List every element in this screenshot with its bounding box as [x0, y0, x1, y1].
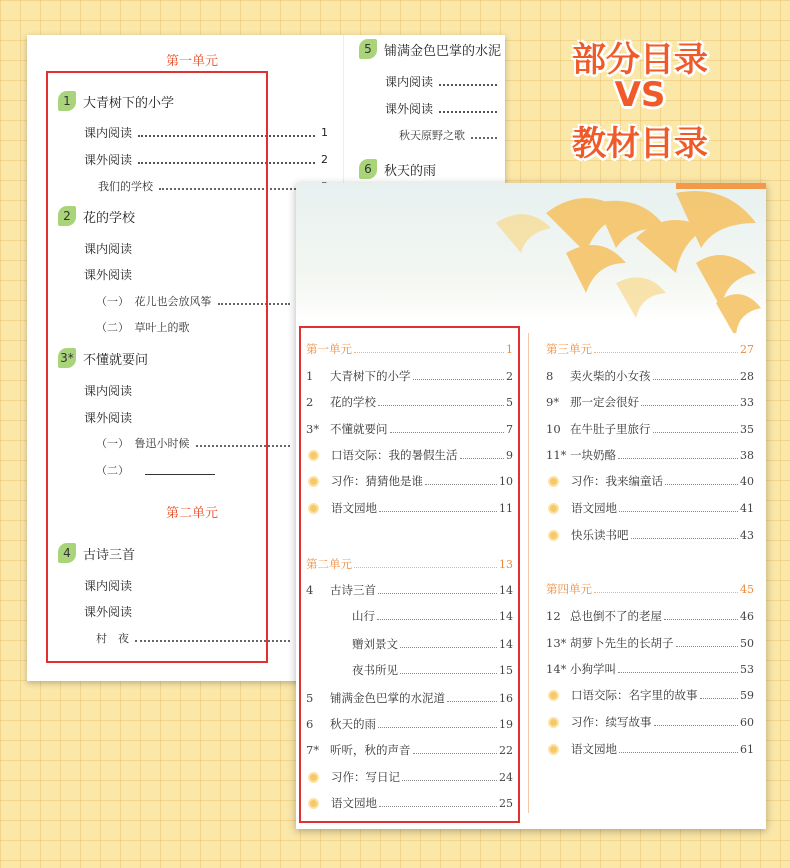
- row-label: 课外阅读: [84, 605, 133, 619]
- extra-reading-row: [385, 100, 503, 117]
- label-line-2: 教材目录: [572, 124, 708, 164]
- lesson-number-badge: 3*: [58, 348, 76, 368]
- toc-page-number: 40: [740, 474, 754, 488]
- textbook-toc-page: [296, 183, 766, 829]
- toc-entry-row: [546, 635, 754, 651]
- row-label: 课内阅读: [84, 579, 133, 593]
- toc-title: 习作：我来编童话: [571, 474, 663, 488]
- page-number: 1: [321, 126, 328, 139]
- toc-lesson-number: 7*: [306, 743, 320, 757]
- toc-title: 习作：写日记: [331, 770, 400, 784]
- circle-bullet-icon: [548, 717, 559, 728]
- row-label: 我们的学校: [98, 180, 153, 193]
- dot-leader: [619, 752, 738, 753]
- column-divider: [528, 333, 529, 813]
- toc-title: 习作：续写故事: [571, 715, 652, 729]
- highlight-box: [299, 326, 520, 823]
- toc-page-number: 45: [740, 582, 754, 596]
- row-label: 课外阅读: [84, 411, 133, 425]
- toc-title: 听听，秋的声音: [330, 743, 411, 757]
- toc-entry-row: [546, 421, 754, 437]
- toc-title: 大青树下的小学: [330, 369, 411, 383]
- toc-page-number: 25: [499, 796, 513, 810]
- toc-title: 第一单元: [306, 342, 352, 356]
- toc-title: 第二单元: [306, 557, 352, 571]
- toc-lesson-number: 3*: [306, 422, 320, 436]
- unit1-title: 第一单元: [166, 54, 219, 69]
- toc-entry-row: [546, 661, 754, 677]
- circle-bullet-icon: [548, 476, 559, 487]
- toc-title: 小狗学叫: [570, 662, 616, 676]
- toc-page-number: 15: [499, 663, 513, 677]
- lesson-title: 秋天的雨: [384, 163, 437, 179]
- row-label: （二）: [96, 464, 129, 477]
- sub-reading-row: [399, 127, 503, 143]
- circle-bullet-icon: [548, 744, 559, 755]
- dot-leader: [700, 698, 739, 699]
- toc-title: 一块奶酪: [570, 448, 616, 462]
- toc-page-number: 27: [740, 342, 754, 356]
- toc-title: 铺满金色巴掌的水泥道: [330, 691, 445, 705]
- lesson-title: 古诗三首: [83, 547, 136, 563]
- dot-leader: [676, 646, 739, 647]
- circle-bullet-icon: [548, 530, 559, 541]
- lesson-number-badge: 4: [58, 543, 76, 563]
- highlight-box: [46, 71, 268, 663]
- toc-title: 快乐读书吧: [571, 528, 629, 542]
- lesson-title: 不懂就要问: [83, 352, 149, 368]
- toc-title: 口语交际：我的暑假生活: [331, 448, 458, 462]
- label-vs: VS: [614, 75, 666, 115]
- toc-page-number: 61: [740, 742, 754, 756]
- row-label: （一） 花儿也会放风筝: [96, 295, 212, 308]
- toc-page-number: 53: [740, 662, 754, 676]
- lesson-6: [359, 159, 436, 179]
- toc-page-number: 50: [740, 636, 754, 650]
- dot-leader: [641, 405, 738, 406]
- toc-page-number: 41: [740, 501, 754, 515]
- dot-leader: [594, 592, 738, 593]
- toc-lesson-number: 13*: [546, 636, 567, 650]
- lesson-number-badge: 5: [359, 39, 377, 59]
- toc-page-number: 2: [506, 369, 513, 383]
- toc-page-number: 35: [740, 422, 754, 436]
- row-label: （一） 鲁迅小时候: [96, 437, 190, 450]
- dot-leader: [654, 725, 739, 726]
- toc-title: 花的学校: [330, 395, 376, 409]
- toc-lesson-number: 1: [306, 369, 314, 383]
- toc-lesson-number: 10: [546, 422, 561, 436]
- dot-leader: [664, 619, 738, 620]
- toc-title: 第三单元: [546, 342, 592, 356]
- toc-title: 秋天的雨: [330, 717, 376, 731]
- toc-page-number: 19: [499, 717, 513, 731]
- row-label: 课外阅读: [385, 102, 434, 116]
- toc-title: 习作：猜猜他是谁: [331, 474, 423, 488]
- toc-entry-row: [546, 527, 754, 543]
- dot-leader: [618, 672, 738, 673]
- toc-title: 不懂就要问: [330, 422, 388, 436]
- toc-entry-row: [546, 714, 754, 730]
- toc-entry-row: [546, 368, 754, 384]
- row-label: 课内阅读: [84, 126, 133, 140]
- dot-leader: [653, 379, 739, 380]
- lesson-5: [359, 39, 501, 59]
- row-label: （二） 草叶上的歌: [96, 321, 190, 334]
- toc-title: 语文园地: [331, 796, 377, 810]
- toc-entry-row: [546, 741, 754, 757]
- row-label: 课外阅读: [84, 268, 133, 282]
- lesson-number-badge: 2: [58, 206, 76, 226]
- toc-title: 那一定会很好: [570, 395, 639, 409]
- lesson-title: 花的学校: [83, 210, 136, 226]
- toc-title: 语文园地: [331, 501, 377, 515]
- toc-lesson-number: 14*: [546, 662, 567, 676]
- page-number: 2: [321, 153, 328, 166]
- dot-leader: [653, 432, 739, 433]
- toc-title: 在牛肚子里旅行: [570, 422, 651, 436]
- toc-title: 赠刘景文: [352, 637, 398, 651]
- toc-page-number: 14: [499, 637, 513, 651]
- toc-lesson-number: 5: [306, 691, 314, 705]
- toc-page-number: 60: [740, 715, 754, 729]
- toc-page-number: 22: [499, 743, 513, 757]
- row-label: 秋天原野之歌: [399, 129, 465, 142]
- toc-title: 胡萝卜先生的长胡子: [570, 636, 674, 650]
- row-label: 课内阅读: [84, 242, 133, 256]
- toc-entry-row: [546, 687, 754, 703]
- toc-page-number: 33: [740, 395, 754, 409]
- toc-page-number: 10: [499, 474, 513, 488]
- toc-entry-row: [546, 447, 754, 463]
- dot-leader: [665, 484, 738, 485]
- unit2-title: 第二单元: [166, 506, 219, 521]
- row-label: 课内阅读: [84, 384, 133, 398]
- toc-page-number: 59: [740, 688, 754, 702]
- lesson-title: 铺满金色巴掌的水泥: [384, 43, 502, 59]
- toc-title: 总也倒不了的老屋: [570, 609, 662, 623]
- toc-lesson-number: 9*: [546, 395, 560, 409]
- toc-lesson-number: 6: [306, 717, 314, 731]
- circle-bullet-icon: [548, 503, 559, 514]
- ginkgo-leaves-decoration: [296, 183, 766, 333]
- lesson-title: 大青树下的小学: [83, 95, 175, 111]
- toc-title: 夜书所见: [352, 663, 398, 677]
- toc-page-number: 9: [506, 448, 513, 462]
- toc-unit-row: [546, 341, 754, 357]
- toc-page-number: 38: [740, 448, 754, 462]
- row-label: 村 夜: [96, 632, 129, 645]
- in-class-reading-row: [385, 73, 503, 90]
- toc-page-number: 43: [740, 528, 754, 542]
- toc-page-number: 13: [499, 557, 513, 571]
- lesson-number-badge: 6: [359, 159, 377, 179]
- toc-title: 口语交际：名字里的故事: [571, 688, 698, 702]
- toc-lesson-number: 4: [306, 583, 314, 597]
- toc-title: 山行: [352, 609, 375, 623]
- toc-page-number: 14: [499, 583, 513, 597]
- toc-page-number: 7: [506, 422, 513, 436]
- toc-entry-row: [546, 394, 754, 410]
- toc-title: 古诗三首: [330, 583, 376, 597]
- toc-page-number: 5: [506, 395, 513, 409]
- toc-lesson-number: 2: [306, 395, 314, 409]
- toc-page-number: 14: [499, 609, 513, 623]
- toc-page-number: 1: [506, 342, 513, 356]
- dot-leader: [594, 352, 738, 353]
- dot-leader: [631, 538, 739, 539]
- toc-title: 卖火柴的小女孩: [570, 369, 651, 383]
- toc-page-number: 28: [740, 369, 754, 383]
- toc-entry-row: [546, 500, 754, 516]
- toc-page-number: 11: [499, 501, 513, 515]
- toc-entry-row: [546, 608, 754, 624]
- row-label: 课外阅读: [84, 153, 133, 167]
- label-line-1: 部分目录: [572, 40, 708, 80]
- column-divider: [343, 35, 344, 185]
- toc-lesson-number: 8: [546, 369, 554, 383]
- row-label: 课内阅读: [385, 75, 434, 89]
- dot-leader: [619, 511, 738, 512]
- toc-lesson-number: 11*: [546, 448, 567, 462]
- toc-page-number: 24: [499, 770, 513, 784]
- toc-page-number: 16: [499, 691, 513, 705]
- toc-lesson-number: 12: [546, 609, 561, 623]
- toc-page-number: 46: [740, 609, 754, 623]
- toc-title: 第四单元: [546, 582, 592, 596]
- toc-title: 语文园地: [571, 742, 617, 756]
- dot-leader: [618, 458, 738, 459]
- lesson-number-badge: 1: [58, 91, 76, 111]
- circle-bullet-icon: [548, 690, 559, 701]
- toc-unit-row: [546, 581, 754, 597]
- toc-entry-row: [546, 473, 754, 489]
- toc-title: 语文园地: [571, 501, 617, 515]
